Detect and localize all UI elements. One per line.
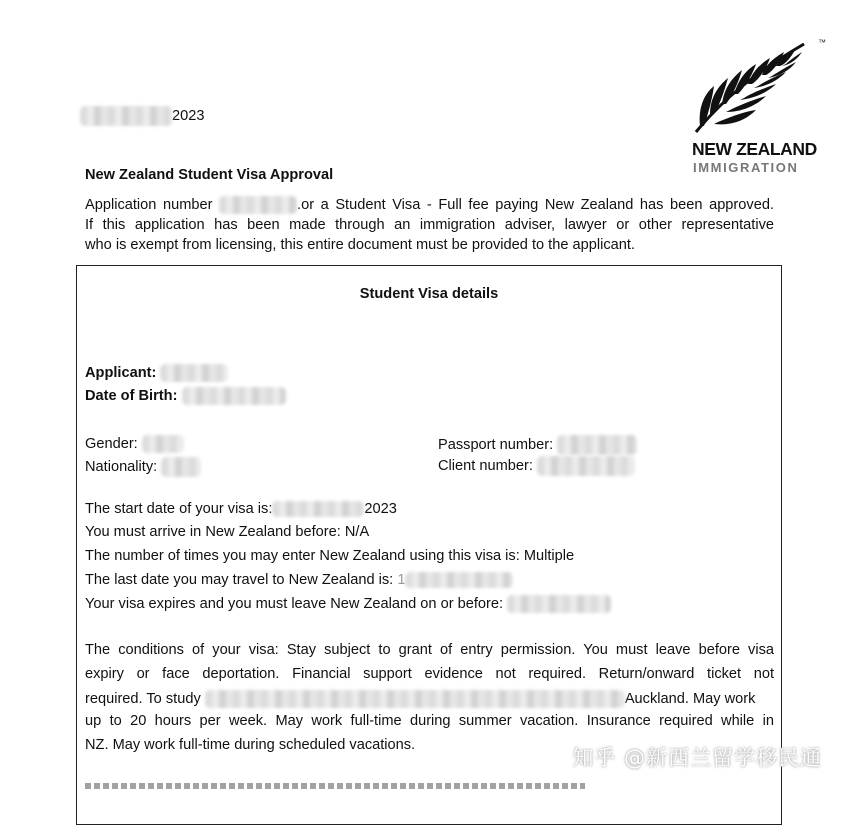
last-travel-row [85,572,513,588]
expires-row [85,595,611,613]
trademark-symbol: ™ [818,38,826,47]
applicant-row [85,364,228,382]
passport-label: Passport number: [438,436,554,453]
redacted-last-travel [405,572,513,588]
cut-off-line [85,783,585,789]
last-travel-label: The last date you may travel to New Zealand is: [85,572,394,588]
redacted-institution [205,690,625,708]
redacted-client [537,456,635,476]
conditions-line-4: up to 20 hours per week. May work full-time during summer vacation. Insurance required while in [85,713,774,729]
zhihu-watermark: 知乎 @新西兰留学移民通 [572,746,822,770]
redacted-nationality [161,457,201,477]
expires-label: Your visa expires and you must leave New Zealand on or before: [85,595,504,612]
last-travel-partial: 1 [397,572,406,588]
conditions-line-3 [85,690,774,708]
approval-line-1 [85,196,774,214]
passport-row [438,435,637,455]
logo-line-new-zealand: NEW ZEALAND [692,139,817,159]
redacted-application-number [219,196,297,214]
approval-title: New Zealand Student Visa Approval [85,167,334,183]
client-label: Client number: [438,457,533,474]
date-year: 2023 [172,107,205,124]
redacted-expiry-date [507,595,611,613]
dob-row [85,387,286,405]
entries-row: The number of times you may enter New Zealand using this visa is: Multiple [85,548,575,564]
conditions-line-2: expiry or face deportation. Financial support evidence not required. Return/onward ticket not [85,666,774,682]
silver-fern-icon [692,38,812,136]
conditions-study-label: required. To study [85,690,201,707]
conditions-line-5: NZ. May work full-time during scheduled vacations. [85,737,416,753]
arrive-before-row: You must arrive in New Zealand before: N/A [85,524,370,540]
redacted-applicant [160,364,228,382]
redacted-dob [182,387,286,405]
letter-date [80,106,204,126]
start-date-row [85,501,397,517]
client-row [438,456,635,476]
redacted-date [80,106,172,126]
gender-label: Gender: [85,435,138,452]
nationality-row [85,457,201,477]
applicant-label: Applicant: [85,364,157,381]
nationality-label: Nationality: [85,458,158,475]
dob-label: Date of Birth: [85,387,178,404]
conditions-location-text: Auckland. May work [624,690,756,707]
approval-status-text: .or a Student Visa - Full fee paying New Zealand has been approved. [297,196,774,213]
visa-details-heading: Student Visa details [359,286,499,302]
conditions-line-1: The conditions of your visa: Stay subject to grant of entry permission. You must leave before visa [85,642,774,658]
redacted-gender [142,435,184,453]
start-date-label: The start date of your visa is: [85,501,273,517]
nz-immigration-logo [692,38,827,178]
application-number-label: Application number [85,196,213,213]
redacted-start-date [272,501,364,517]
logo-line-immigration: IMMIGRATION [693,160,799,175]
start-date-year: 2023 [364,501,397,517]
approval-line-3: who is exempt from licensing, this entire document must be provided to the applicant. [85,237,635,253]
redacted-passport [557,435,637,455]
approval-line-2: If this application has been made through an immigration adviser, lawyer or other representative [85,217,774,233]
gender-row [85,435,184,453]
